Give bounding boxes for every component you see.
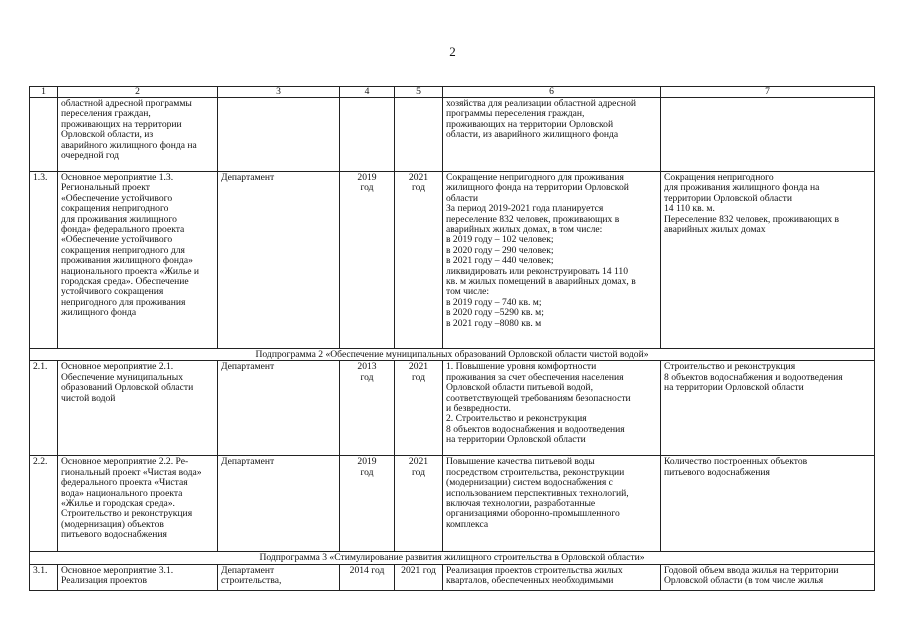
expected-result: Сокращение непригодного для проживания жилищного фонда на территории Орловской области За период 2019-2021 года планируется переселение 832 человек, проживающих в аварийных жилых домах, в том числе: в 2019 году – 102 человек; в 2020 году – 290 человек; в 2021 году – 440 человек; ликвидировать или реконструировать 14 110 кв. м жилых помещений в аварийных домах, в том числе: в 2019 году – 740 кв. м; в 2020 году –5290 кв. м; в 2021 году –8080 кв. м (443, 172, 661, 349)
end-year: 2021 год (395, 564, 443, 590)
end-year: 2021 год (395, 172, 443, 349)
row-number (30, 98, 58, 172)
executor: Департамент (218, 172, 340, 349)
start-year: 2019 год (340, 172, 395, 349)
end-year: 2021 год (395, 456, 443, 552)
activity-name: областной адресной программы переселения граждан, проживающих на территории Орловской области, из аварийного жилищного фонда на очередной год (58, 98, 218, 172)
start-year: 2019 год (340, 456, 395, 552)
indicator: Строительство и реконструкция 8 объектов водоснабжения и водоотведения на территории Орловской области (661, 361, 875, 456)
subprogram-row (30, 349, 875, 361)
activity-name: Основное мероприятие 2.1. Обеспечение муниципальных образований Орловской области чистой водой (58, 361, 218, 456)
column-header: 1 (30, 87, 58, 98)
row-number: 2.1. (30, 361, 58, 456)
table-row (30, 98, 875, 172)
executor (218, 98, 340, 172)
column-header: 3 (218, 87, 340, 98)
end-year (395, 98, 443, 172)
start-year: 2014 год (340, 564, 395, 590)
column-header: 4 (340, 87, 395, 98)
row-number: 1.3. (30, 172, 58, 349)
indicator: Годовой объем ввода жилья на территории Орловской области (в том числе жилья (661, 564, 875, 590)
executor: Департамент строительства, (218, 564, 340, 590)
table-row (30, 564, 875, 590)
executor: Департамент (218, 361, 340, 456)
indicator (661, 98, 875, 172)
row-number: 2.2. (30, 456, 58, 552)
expected-result: хозяйства для реализации областной адресной программы переселения граждан, проживающих на территории Орловской области, из аварийного жилищного фонда (443, 98, 661, 172)
activity-name: Основное мероприятие 1.3. Региональный проект «Обеспечение устойчивого сокращения непригодного для проживания жилищного фонда» федерального проекта «Обеспечение устойчивого сокращения непригодного для проживания жилищного фонда» национального проекта «Жилье и городская среда». Обеспечение устойчивого сокращения непригодного для проживания жилищного фонда (58, 172, 218, 349)
table-row (30, 172, 875, 349)
column-header: 2 (58, 87, 218, 98)
column-header: 5 (395, 87, 443, 98)
column-header: 6 (443, 87, 661, 98)
indicator: Сокращения непригодного для проживания жилищного фонда на территории Орловской области 14 110 кв. м. Переселение 832 человек, проживающих в аварийных жилых домах (661, 172, 875, 349)
program-table (29, 86, 875, 591)
table-row (30, 361, 875, 456)
indicator: Количество построенных объектов питьевого водоснабжения (661, 456, 875, 552)
table-row (30, 456, 875, 552)
activity-name: Основное мероприятие 3.1. Реализация проектов (58, 564, 218, 590)
start-year: 2013 год (340, 361, 395, 456)
executor: Департамент (218, 456, 340, 552)
page-number: 2 (449, 44, 456, 59)
subprogram-title: Подпрограмма 3 «Стимулирование развития жилищного строительства в Орловской области» (30, 552, 875, 564)
end-year: 2021 год (395, 361, 443, 456)
subprogram-row (30, 552, 875, 564)
column-header: 7 (661, 87, 875, 98)
expected-result: Повышение качества питьевой воды посредством строительства, реконструкции (модернизации) систем водоснабжения с использованием перспективных технологий, включая технологии, разработанные организациями оборонно-промышленного комплекса (443, 456, 661, 552)
activity-name: Основное мероприятие 2.2. Ре- гиональный проект «Чистая вода» федерального проекта «Чистая вода» национального проекта «Жилье и городская среда». Строительство и реконструкция (модернизация) объектов питьевого водоснабжения (58, 456, 218, 552)
expected-result: 1. Повышение уровня комфортности проживания за счет обеспечения населения Орловской области питьевой водой, соответствующей требованиям безопасности и безвредности. 2. Строительство и реконструкция 8 объектов водоснабжения и водоотведения на территории Орловской области (443, 361, 661, 456)
start-year (340, 98, 395, 172)
column-number-row (30, 87, 875, 98)
subprogram-title: Подпрограмма 2 «Обеспечение муниципальных образований Орловской области чистой водой» (30, 349, 875, 361)
expected-result: Реализация проектов строительства жилых кварталов, обеспеченных необходимыми (443, 564, 661, 590)
row-number: 3.1. (30, 564, 58, 590)
